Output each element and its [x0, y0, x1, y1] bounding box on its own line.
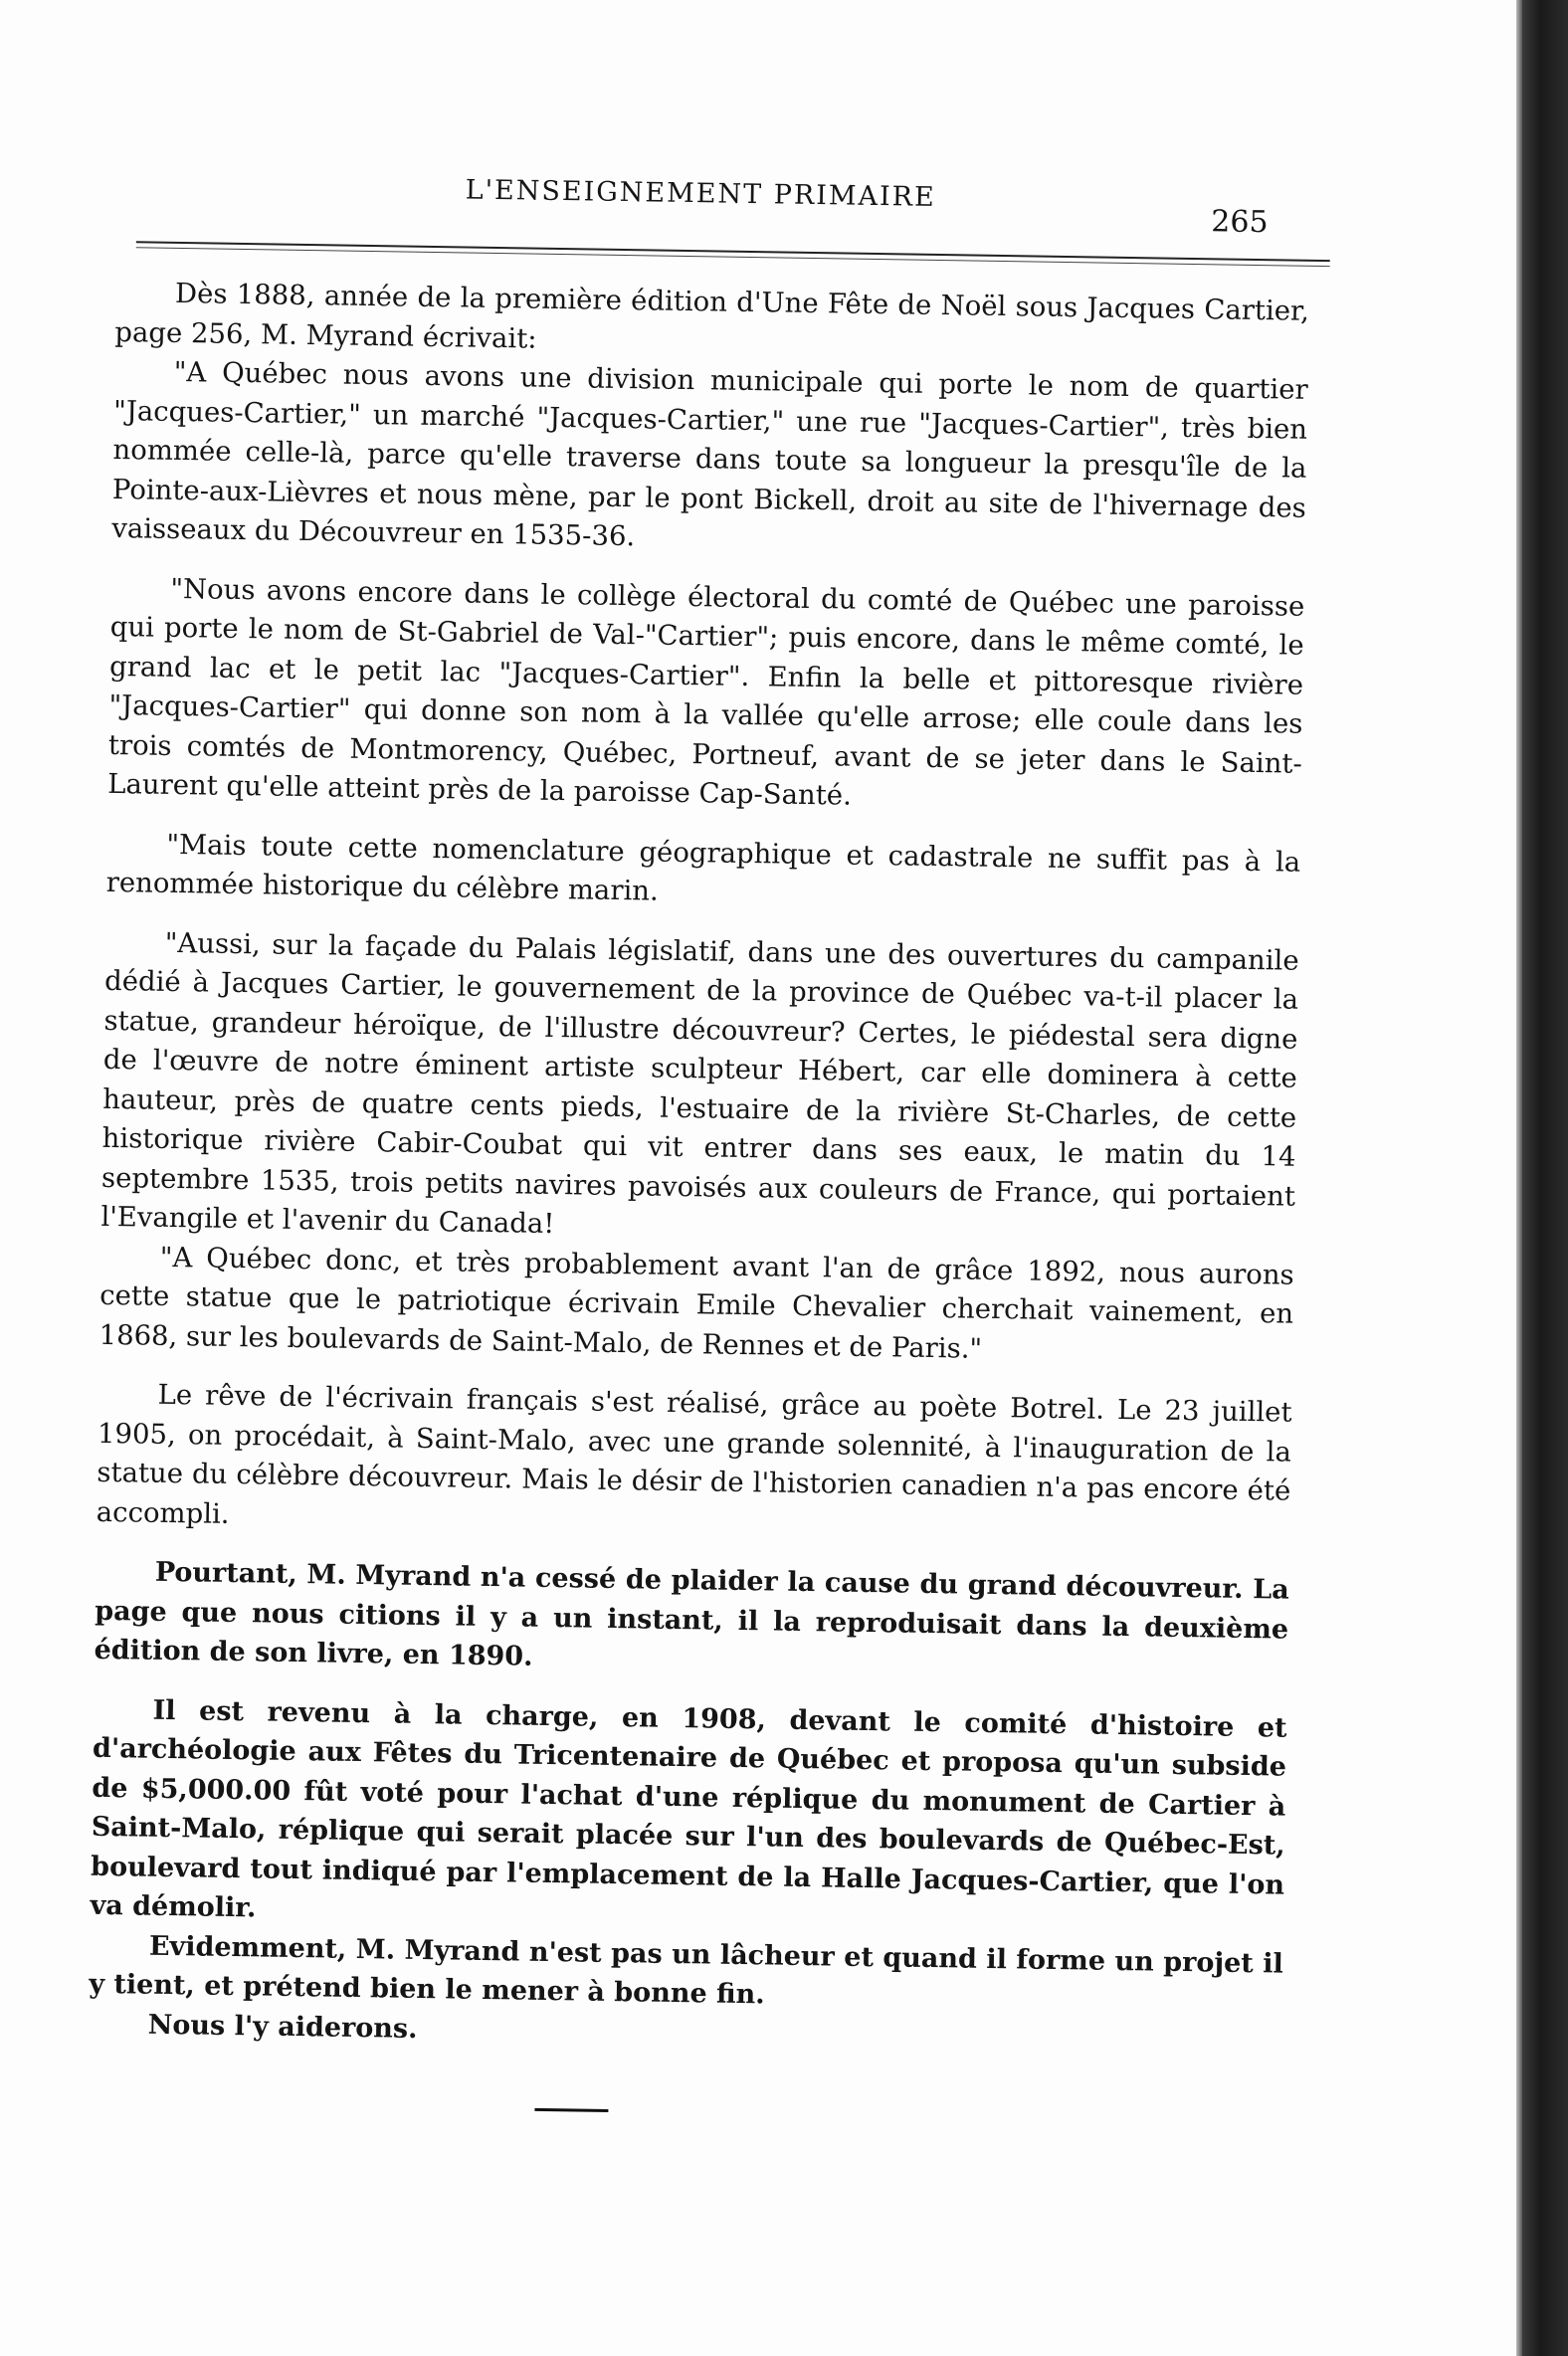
- paragraph-quote-4: "Aussi, sur la façade du Palais législatif, dans une des ouvertures du campanile dédié à Jacques Cartier, le gouvernement de la province de Québec va-t-il placer la statue, grandeur héroïque, de l'illustre découvreur? Certes, le piédestal sera digne de l'œuvre de notre éminent artiste sculpteur Hébert, car elle dominera à cette hauteur, près de quatre cents pieds, l'estuaire de la rivière St-Charles, de cette historique rivière Cabir-Coubat qui vit entrer dans ses eaux, le matin du 14 septembre 1535, trois petits navires pavoisés aux couleurs de France, qui portaient l'Evangile et l'avenir du Canada!: [100, 926, 1299, 1241]
- end-rule: [534, 2108, 608, 2112]
- text-block: [87, 169, 1310, 2123]
- book-binding: [1522, 0, 1568, 2356]
- running-head: [116, 169, 1311, 260]
- paragraph-quote-2: "Nous avons encore dans le collège électoral du comté de Québec une paroisse qui porte le nom de St-Gabriel de Val-"Cartier"; puis encore, dans le même comté, le grand lac et le petit lac "Jacques-Cartier". Enfin la belle et pittoresque rivière "Jacques-Cartier" qui donne son nom à la vallée qu'elle arrose; elle coule dans les trois comtés de Montmorency, Québec, Portneuf, avant de se jeter dans le Saint-Laurent qu'elle atteint près de la paroisse Cap-Santé.: [107, 572, 1305, 812]
- paragraph-evidemment: Evidemment, M. Myrand n'est pas un lâcheur et quand il forme un projet il y tient, et prétend bien le mener à bonne fin.: [89, 1930, 1284, 2011]
- paragraph-botrel: Le rêve de l'écrivain français s'est réalisé, grâce au poète Botrel. Le 23 juillet 1905, on procédait, à Saint-Malo, avec une grande solennité, à l'inauguration de la statue du célèbre découvreur. Mais le désir de l'historien canadien n'a pas encore été accompli.: [96, 1378, 1292, 1530]
- paragraph-quote-5: "A Québec donc, et très probablement avant l'an de grâce 1892, nous aurons cette statue que le patriotique écrivain Emile Chevalier cherchait vainement, en 1868, sur les boulevards de Saint-Malo, de Rennes et de Paris.": [98, 1241, 1294, 1365]
- paragraph-pourtant: Pourtant, M. Myrand n'a cessé de plaider la cause du grand découvreur. La page que nous citions il y a un instant, il la reproduisait dans la deuxième édition de son livre, en 1890.: [94, 1556, 1289, 1672]
- paragraph-aiderons: Nous l'y aiderons.: [147, 2009, 418, 2045]
- running-title: L'ENSEIGNEMENT PRIMAIRE: [465, 174, 936, 213]
- paragraph-intro: Dès 1888, année de la première édition d'Une Fête de Noël sous Jacques Cartier, page 256, M. Myrand écrivait:: [114, 277, 1310, 355]
- page-number: 265: [1211, 204, 1269, 241]
- paragraph-revenu: Il est revenu à la charge, en 1908, devant le comité d'histoire et d'archéologie aux Fêtes du Tricentenaire de Québec et proposa qu'un subside de $5,000.00 fût voté pour l'achat d'une réplique du monument de Cartier à Saint-Malo, réplique qui serait placée sur l'un des boulevards de Québec-Est, boulevard tout indiqué par l'emplacement de la Halle Jacques-Cartier, que l'on va démolir.: [90, 1694, 1287, 1924]
- paragraph-quote-1: "A Québec nous avons une division municipale qui porte le nom de quartier "Jacques-Cartier," un marché "Jacques-Cartier," une rue "Jacques-Cartier", très bien nommée celle-là, parce qu'elle traverse dans toute sa longueur la presqu'île de la Pointe-aux-Lièvres et nous mène, par le pont Bickell, droit au site de l'hivernage des vaisseaux du Découvreur en 1535-36.: [111, 355, 1308, 553]
- paragraph-quote-3: "Mais toute cette nomenclature géographique et cadastrale ne suffit pas à la renommée historique du célèbre marin.: [105, 828, 1301, 907]
